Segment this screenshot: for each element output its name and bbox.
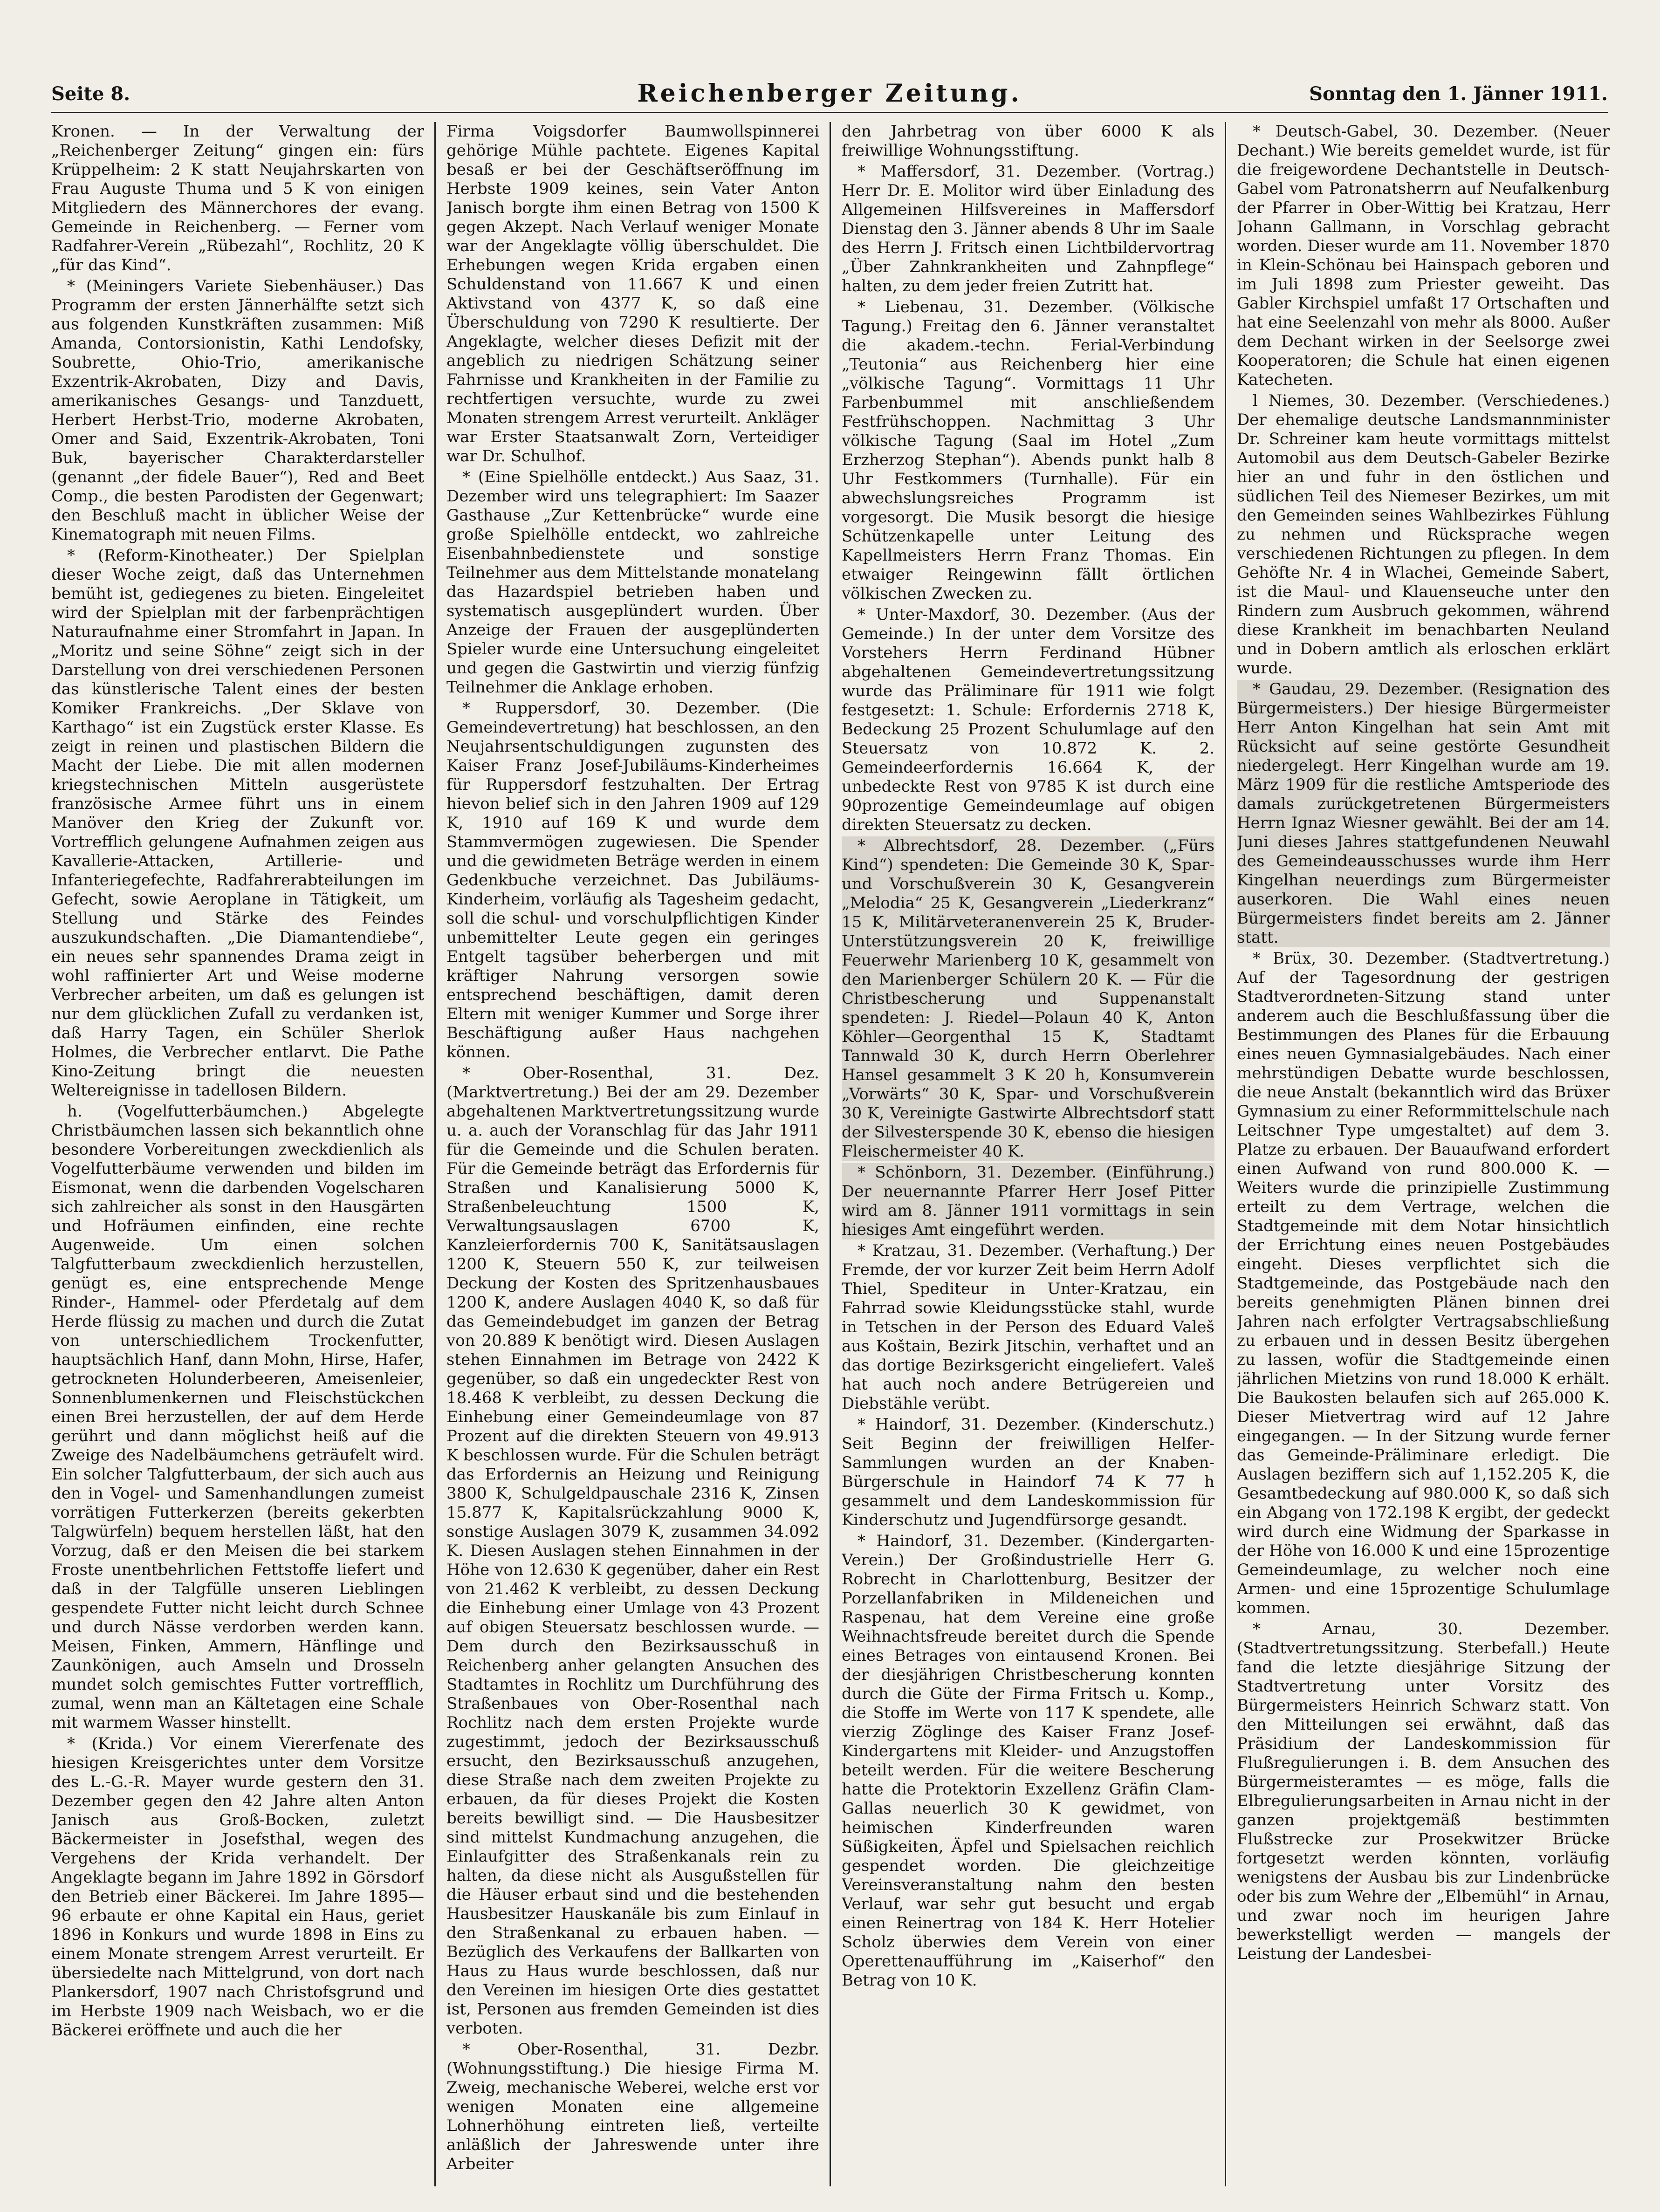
- newspaper-title: Reichenberger Zeitung.: [637, 79, 1022, 108]
- article-paragraph: * (Krida.) Vor einem Viererfenate des hiesigen Kreisgerichtes unter dem Vorsitze des L.-G.-R. Mayer wurde gestern den 31. Dezember gegen den 42 Jahre alten Anton Janisch aus Groß-Bocken, zuletzt Bäckermeister in Josefsthal, wegen des Vergehens der Krida verhandelt. Der Angeklagte begann im Jahre 1892 in Görsdorf den Betrieb einer Bäckerei. Im Jahre 1895—96 erbaute er ohne Kapital ein Haus, geriet 1896 in Konkurs und wurde 1898 in Eins zu einem Monate strengem Arrest verurteilt. Er übersiedelte nach Mittelgrund, von dort nach Plankersdorf, 1907 nach Christofsgrund und im Herbste 1909 nach Weisbach, wo er die Bäckerei eröffnete und auch die her: [51, 1734, 424, 2040]
- article-paragraph: * Unter-Maxdorf, 30. Dezember. (Aus der Gemeinde.) In der unter dem Vorsitze des Vorstehers Herrn Ferdinand Hübner abgehaltenen Gemeindevertretungssitzung wurde das Präliminare für 1911 wie folgt festgesetzt: 1. Schule: Erfordernis 2718 K, Bedeckung 25 Prozent Schulumlage auf den Steuersatz von 10.872 K. 2. Gemeindeerfordernis 16.664 K, der unbedeckte Rest von 9785 K ist durch eine 90prozentige Gemeindeumlage auf obigen direkten Steuersatz zu decken.: [842, 605, 1214, 834]
- article-paragraph: * Ober-Rosenthal, 31. Dezbr. (Wohnungsstiftung.) Die hiesige Firma M. Zweig, mechanische Weberei, welche erst vor wenigen Monaten eine allgemeine Lohnerhöhung eintreten ließ, verteilte anläßlich der Jahreswende unter ihre Arbeiter: [446, 2040, 819, 2173]
- article-paragraph: * Ruppersdorf, 30. Dezember. (Die Gemeindevertretung) hat beschlossen, an den Neujahrsentschuldigungen zugunsten des Kaiser Franz Josef-Jubiläums-Kinderheimes für Ruppersdorf festzuhalten. Der Ertrag hievon belief sich in den Jahren 1909 auf 129 K, 1910 auf 169 K und wurde dem Stammvermögen zugewiesen. Die Spender und die gewidmeten Beträge werden in einem Gedenkbuche verzeichnet. Das Jubiläums-Kinderheim, vorläufig als Tagesheim gedacht, soll die schul- und vorschulpflichtigen Kinder unbemittelter Leute gegen ein geringes Entgelt tagsüber beherbergen und mit kräftiger Nahrung versorgen sowie entsprechend beschäftigen, damit deren Eltern mit weniger Kummer und Sorge ihrer Beschäftigung außer Haus nachgehen können.: [446, 699, 819, 1061]
- article-columns: [51, 122, 1608, 2186]
- article-paragraph: * Haindorf, 31. Dezember. (Kindergarten-Verein.) Der Großindustrielle Herr G. Robrecht in Charlottenburg, Besitzer der Porzellanfabriken in Mildeneichen und Raspenau, hat dem Vereine eine große Weihnachtsfreude bereitet durch die Spende eines Betrages von eintausend Kronen. Bei der diesjährigen Christbescherung konnten durch die Güte der Firma Fritsch u. Komp., die Stoffe im Werte von 117 K spendete, alle vierzig Zöglinge des Kaiser Franz Josef-Kindergartens mit Kleider- und Anzugstoffen beteilt werden. Für die weitere Bescherung hatte die Protektorin Exzellenz Gräfin Clam-Gallas neuerlich 30 K gewidmet, von heimischen Kinderfreunden waren Süßigkeiten, Äpfel und Spielsachen reichlich gespendet worden. Die gleichzeitige Vereinsveranstaltung nahm den besten Verlauf, war sehr gut besucht und ergab einen Reinertrag von 184 K. Herr Hotelier Scholz überwies dem Verein von einer Operettenaufführung im „Kaiserhof“ den Betrag von 10 K.: [842, 1532, 1214, 1990]
- article-paragraph: * Albrechtsdorf, 28. Dezember. („Fürs Kind“) spendeten: Die Gemeinde 30 K, Spar- und Vorschußverein 30 K, Gesangverein „Melodia“ 25 K, Gesangverein „Liederkranz“ 15 K, Militärveteranenverein 25 K, Bruder-Unterstützungsverein 20 K, freiwillige Feuerwehr Marienberg 10 K, gesammelt von den Marienberger Schülern 20 K. — Für die Christbescherung und Suppenanstalt spendeten: J. Riedel—Polaun 40 K, Anton Köhler—Georgenthal 15 K, Stadtamt Tannwald 30 K, durch Herrn Oberlehrer Hansel gesammelt 3 K 20 h, Konsumverein „Vorwärts“ 30 K, Spar- und Vorschußverein 30 K, Vereinigte Gastwirte Albrechtsdorf statt der Silvesterspende 30 K, ebenso die hiesigen Fleischermeister 40 K.: [842, 836, 1214, 1161]
- article-paragraph: * Ober-Rosenthal, 31. Dez. (Marktvertretung.) Bei der am 29. Dezember abgehaltenen Marktvertretungssitzung wurde u. a. auch der Voranschlag für das Jahr 1911 für die Gemeinde und die Schulen beraten. Für die Gemeinde beträgt das Erfordernis für Straßen und Kanalisierung 5000 K, Straßenbeleuchtung 1500 K, Verwaltungsauslagen 6700 K, Kanzleierfordernis 700 K, Sanitätsauslagen 1200 K, Steuern 550 K, zur teilweisen Deckung der Kosten des Spritzenhausbaues 1200 K, andere Auslagen 4040 K, so daß für das Gemeindebudget im ganzen der Betrag von 20.889 K benötigt wird. Diesen Auslagen stehen Einnahmen im Betrage von 2422 K gegenüber, so daß ein ungedeckter Rest von 18.468 K verbleibt, zu dessen Deckung die Einhebung einer Gemeindeumlage von 87 Prozent auf die direkten Steuern von 49.913 K beschlossen wurde. Für die Schulen beträgt das Erfordernis an Heizung und Reinigung 3800 K, Schulgeldpauschale 2316 K, Zinsen 15.877 K, Kapitalsrückzahlung 9000 K, sonstige Auslagen 3079 K, zusammen 34.092 K. Diesen Auslagen stehen Einnahmen in der Höhe von 12.630 K gegenüber, daher ein Rest von 21.462 K verbleibt, zu dessen Deckung die Einhebung einer Umlage von 43 Prozent auf obigen Steuersatz beschlossen wurde. — Dem durch den Bezirksausschuß in Reichenberg anher gelangten Ansuchen des Stadtamtes in Rochlitz um Durchführung des Straßenbaues von Ober-Rosenthal nach Rochlitz nach dem ersten Projekte wurde zugestimmt, jedoch der Bezirksausschuß ersucht, den Bezirksausschuß anzugehen, diese Straße nach dem zweiten Projekte zu erbauen, da für dieses Projekt die Kosten bereits bewilligt sind. — Die Hausbesitzer sind mittelst Kundmachung anzugehen, die Einlaufgitter des Straßenkanals rein zu halten, da diese nicht als Ausgußstellen für die Häuser erbaut sind und die bestehenden Hausbesitzer Hauskanäle bis zum Einlauf in den Straßenkanal zu erbauen haben. — Bezüglich des Verkaufens der Ballkarten von Haus zu Haus wurde beschlossen, daß nur den Vereinen im hiesigen Orte dies gestattet ist, Personen aus fremden Gemeinden ist dies verboten.: [446, 1064, 819, 2038]
- article-paragraph: * Liebenau, 31. Dezember. (Völkische Tagung.) Freitag den 6. Jänner veranstaltet die akadem.-techn. Ferial-Verbindung „Teutonia“ aus Reichenberg hier eine „völkische Tagung“. Vormittags 11 Uhr Farbenbummel mit anschließendem Festfrühschoppen. Nachmittag 3 Uhr völkische Tagung (Saal im Hotel „Zum Erzherzog Stephan“). Abends punkt halb 8 Uhr Festkommers (Turnhalle). Für ein abwechslungsreiches Programm ist vorgesorgt. Die Musik besorgt die hiesige Schützenkapelle unter Leitung des Kapellmeisters Herrn Franz Thomas. Ein etwaiger Reingewinn fällt örtlichen völkischen Zwecken zu.: [842, 298, 1214, 603]
- column-divider: [1225, 122, 1226, 2186]
- article-paragraph: * Arnau, 30. Dezember. (Stadtvertretungssitzung. Sterbefall.) Heute fand die letzte diesjährige Sitzung der Stadtvertretung unter Vorsitz des Bürgermeisters Heinrich Schwarz statt. Von den Mitteilungen sei erwähnt, daß das Präsidium der Landeskommission für Flußregulierungen i. B. dem Ansuchen des Bürgermeisteramtes — es möge, falls die Elbregulierungsarbeiten in Arnau nicht in der ganzen projektgemäß bestimmten Flußstrecke zur Prosekwitzer Brücke fortgesetzt werden könnten, vorläufig wenigstens der Ausbau bis zur Lindenbrücke oder bis zum Wehre der „Elbemühl“ in Arnau, und zwar noch im heurigen Jahre bewerkstelligt werden — mangels der Leistung der Landesbei-: [1237, 1620, 1610, 1963]
- issue-date: Sonntag den 1. Jänner 1911.: [1309, 83, 1608, 105]
- page-number: Seite 8.: [51, 83, 130, 105]
- article-paragraph: * Schönborn, 31. Dezember. (Einführung.) Der neuernannte Pfarrer Herr Josef Pitter wird am 8. Jänner 1911 vormittags in sein hiesiges Amt eingeführt werden.: [842, 1163, 1214, 1239]
- article-paragraph: * Gaudau, 29. Dezember. (Resignation des Bürgermeisters.) Der hiesige Bürgermeister Herr Anton Kingelhan hat sein Amt mit Rücksicht auf seine gestörte Gesundheit niedergelegt. Herr Kingelhan wurde am 19. März 1909 für die restliche Amtsperiode des damals zurückgetretenen Bürgermeisters Herrn Ignaz Wiesner gewählt. Bei der am 14. Juni dieses Jahres stattgefundenen Neuwahl des Gemeindeausschusses wurde ihm Herr Kingelhan neuerdings zum Bürgermeister auserkoren. Die Wahl eines neuen Bürgermeisters findet bereits am 2. Jänner statt.: [1237, 680, 1610, 947]
- article-paragraph: l Niemes, 30. Dezember. (Verschiedenes.) Der ehemalige deutsche Landsmannminister Dr. Schreiner kam heute vormittags mittelst Automobil aus dem Deutsch-Gabeler Bezirke hier an und fuhr in den östlichen und südlichen Teil des Niemeser Bezirkes, um mit den Gemeinden seines Wahlbezirkes Fühlung zu nehmen und Rücksprache wegen verschiedenen Richtungen zu pflegen. In dem Gehöfte Nr. 4 in Wlachei, Gemeinde Sabert, ist die Maul- und Klauenseuche unter den Rindern zum Ausbruch gekommen, während diese Krankheit im benachbarten Neuland und in Dobern amtlich als erloschen erklärt wurde.: [1237, 391, 1610, 678]
- article-paragraph: * (Eine Spielhölle entdeckt.) Aus Saaz, 31. Dezember wird uns telegraphiert: Im Saazer Gasthause „Zur Kettenbrücke“ wurde eine große Spielhölle entdeckt, wo zahlreiche Eisenbahnbedienstete und sonstige Teilnehmer aus dem Mittelstande monatelang das Hazardspiel betrieben haben und systematisch ausgeplündert wurden. Über Anzeige der Frauen der ausgeplünderten Spieler wurde eine Untersuchung eingeleitet und gegen die Gastwirtin und vierzig fünfzig Teilnehmer die Anklage erhoben.: [446, 468, 819, 697]
- article-paragraph: * Deutsch-Gabel, 30. Dezember. (Neuer Dechant.) Wie bereits gemeldet wurde, ist für die freigewordene Dechantstelle in Deutsch-Gabel vom Patronatsherrn auf Neufalkenburg der Pfarrer in Ober-Wittig bei Kratzau, Herr Johann Gallmann, in Vorschlag gebracht worden. Dieser wurde am 11. November 1870 in Klein-Schönau bei Hainspach geboren und im Juli 1898 zum Priester geweiht. Das Gabler Kirchspiel umfaßt 17 Ortschaften und hat eine Seelenzahl von mehr als 8000. Außer dem Dechant wirken in der Seelsorge zwei Kooperatoren; die Schule hat einen eigenen Katecheten.: [1237, 122, 1610, 389]
- article-paragraph: * Brüx, 30. Dezember. (Stadtvertretung.) Auf der Tagesordnung der gestrigen Stadtverordneten-Sitzung stand unter anderem auch die Beschlußfassung über die Bestimmungen des Planes für die Erbauung eines neuen Gymnasialgebäudes. Nach einer mehrstündigen Debatte wurde beschlossen, die neue Anstalt (bekanntlich wird das Brüxer Gymnasium zu einer Reformmittelschule nach Leitschner Type umgestaltet) auf dem 3. Platze zu erbauen. Der Bauaufwand erfordert einen Aufwand von rund 800.000 K. — Weiters wurde die prinzipielle Zustimmung erteilt zu dem Vertrage, welchen die Stadtgemeinde mit dem Notar hinsichtlich der Errichtung eines neuen Postgebäudes eingeht. Dieses verpflichtet sich die Stadtgemeinde, das Postgebäude nach den bereits genehmigten Plänen binnen drei Jahren nach erfolgter Vertragsabschließung zu erbauen und in dessen Besitz übergehen zu lassen, wofür die Stadtgemeinde einen jährlichen Mietzins von rund 18.000 K erhält. Die Baukosten belaufen sich auf 265.000 K. Dieser Mietvertrag wird auf 12 Jahre eingegangen. — In der Sitzung wurde ferner das Gemeinde-Präliminare erledigt. Die Auslagen beziffern sich auf 1,152.205 K, die Gesamtbedeckung auf 980.000 K, so daß sich ein Abgang von 172.198 K ergibt, der gedeckt wird durch eine Widmung der Sparkasse in der Höhe von 16.000 K und eine 15prozentige Gemeindeumlage, zu welcher noch eine Armen- und eine 15prozentige Schulumlage kommen.: [1237, 949, 1610, 1617]
- article-paragraph: * (Reform-Kinotheater.) Der Spielplan dieser Woche zeigt, daß das Unternehmen bemüht ist, gediegenes zu bieten. Eingeleitet wird der Spielplan mit der farbenprächtigen Naturaufnahme einer Stromfahrt in Japan. In „Moritz und seine Söhne“ zeigt sich in der Darstellung von drei verschiedenen Personen das künstlerische Talent eines der besten Komiker Frankreichs. „Der Sklave von Karthago“ ist ein Zugstück erster Klasse. Es zeigt in reinen und plastischen Bildern die Macht der Liebe. Die mit allen modernen kriegstechnischen Mitteln ausgerüstete französische Armee führt uns in einem Manöver den Krieg der Zukunft vor. Vortrefflich gelungene Aufnahmen zeigen aus Kavallerie-Attacken, Artillerie- und Infanteriegefechte, Radfahrerabteilungen im Gefecht, sowie Aeroplane in Tätigkeit, um Stellung und Stärke des Feindes auszukundschaften. „Die Diamantendiebe“, ein neues sehr spannendes Drama zeigt in wohl raffinierter Art und Weise moderne Verbrecher arbeiten, um daß es gelungen ist nur dem glücklichen Zufall zu verdanken ist, daß Harry Tagen, ein Schüler Sherlok Holmes, die Verbrecher entlarvt. Die Pathe Kino-Zeitung bringt die neuesten Weltereignisse in tadellosen Bildern.: [51, 546, 424, 1100]
- article-paragraph: * Maffersdorf, 31. Dezember. (Vortrag.) Herr Dr. E. Molitor wird über Einladung des Allgemeinen Hilfsvereines in Maffersdorf Dienstag den 3. Jänner abends 8 Uhr im Saale des Herrn J. Fritsch einen Lichtbildervortrag „Über Zahnkrankheiten und Zahnpflege“ halten, zu dem jeder freien Zutritt hat.: [842, 162, 1214, 295]
- column-divider: [434, 122, 436, 2186]
- column-2: [446, 122, 819, 2186]
- page-header: [51, 79, 1608, 113]
- article-paragraph: Firma Voigsdorfer Baumwollspinnerei gehörige Mühle pachtete. Eigenes Kapital besaß er bei der Geschäftseröffnung im Herbste 1909 keines, sein Vater Anton Janisch borgte ihm einen Betrag von 1500 K gegen Akzept. Nach Verlauf weniger Monate war der Angeklagte völlig überschuldet. Die Erhebungen wegen Krida ergaben einen Schuldenstand von 11.667 K und einen Aktivstand von 4377 K, so daß eine Überschuldung von 7290 K resultierte. Der Angeklagte, welcher dieses Defizit mit der angeblich zu niedrigen Schätzung seiner Fahrnisse und Krankheiten in der Familie zu rechtfertigen versuchte, wurde zu zwei Monaten strengem Arrest verurteilt. Ankläger war Erster Staatsanwalt Zorn, Verteidiger war Dr. Schulhof.: [446, 122, 819, 466]
- column-divider: [830, 122, 831, 2186]
- article-paragraph: h. (Vogelfutterbäumchen.) Abgelegte Christbäumchen lassen sich bekanntlich ohne besondere Vorbereitungen zweckdienlich als Vogelfutterbäume verwenden und bilden im Eismonat, wenn die darbenden Vogelscharen sich zahlreicher als sonst in den Hausgärten und Hofräumen einfinden, eine rechte Augenweide. Um einen solchen Talgfutterbaum zweckdienlich herzustellen, genügt es, eine entsprechende Menge Rinder-, Hammel- oder Pferdetalg auf dem Herde flüssig zu machen und durch die Zutat von unterschiedlichem Trockenfutter, hauptsächlich Hanf, dann Mohn, Hirse, Hafer, getrockneten Holunderbeeren, Ameisenleier, Sonnenblumenkernen und Fleischstückchen einen Brei herzustellen, der auf dem Herde gerührt und dann möglichst heiß auf die Zweige des Nadelbäumchens geträufelt wird. Ein solcher Talgfutterbaum, der sich auch aus den in Vogel- und Samenhandlungen zumeist vorrätigen Futterkerzen (bereits gekerbten Talgwürfeln) bequem herstellen läßt, hat den Vorzug, daß er den Meisen die bei starkem Froste unentbehrlichen Fettstoffe liefert und daß in der Talgfülle unseren Lieblingen gespendete Futter nicht leicht durch Schnee und durch Nässe verdorben werden kann. Meisen, Finken, Ammern, Hänflinge und Zaunkönigen, auch Amseln und Drosseln mundet solch gemischtes Futter vortrefflich, zumal, wenn man an Kältetagen eine Schale mit warmem Wasser hinstellt.: [51, 1102, 424, 1732]
- article-paragraph: den Jahrbetrag von über 6000 K als freiwillige Wohnungsstiftung.: [842, 122, 1214, 160]
- article-paragraph: Kronen. — In der Verwaltung der „Reichenberger Zeitung“ gingen ein: fürs Krüppelheim: 2 K statt Neujahrskarten von Frau Auguste Thuma und 5 K von einigen Mitgliedern des Männerchores der evang. Gemeinde in Reichenberg. — Ferner vom Radfahrer-Verein „Rübezahl“, Rochlitz, 20 K „für das Kind“.: [51, 122, 424, 274]
- column-4: [1237, 122, 1610, 2186]
- article-paragraph: * (Meiningers Variete Siebenhäuser.) Das Programm der ersten Jännerhälfte setzt sich aus folgenden Kunstkräften zusammen: Miß Amanda, Contorsionistin, Kathi Lendofsky, Soubrette, Ohio-Trio, amerikanische Exzentrik-Akrobaten, Dizy and Davis, amerikanisches Gesangs- und Tanzduett, Herbert Herbst-Trio, moderne Akrobaten, Omer and Said, Exzentrik-Akrobaten, Toni Buk, bayerischer Charakterdarsteller (genannt „der fidele Bauer“), Red and Beet Comp., die besten Parodisten der Gegenwart; den Beschluß macht in üblicher Weise der Kinematograph mit neuen Films.: [51, 277, 424, 544]
- article-paragraph: * Haindorf, 31. Dezember. (Kinderschutz.) Seit Beginn der freiwilligen Helfer-Sammlungen wurden an der Knaben-Bürgerschule in Haindorf 74 K 77 h gesammelt und dem Landeskommission für Kinderschutz und Jugendfürsorge gesandt.: [842, 1415, 1214, 1529]
- column-1: [51, 122, 424, 2186]
- column-3: [842, 122, 1214, 2186]
- article-paragraph: * Kratzau, 31. Dezember. (Verhaftung.) Der Fremde, der vor kurzer Zeit beim Herrn Adolf Thiel, Spediteur in Unter-Kratzau, ein Fahrrad sowie Kleidungsstücke stahl, wurde in Tetschen in der Person des Eduard Valeš aus Koštain, Bezirk Jitschin, verhaftet und an das dortige Bezirksgericht eingeliefert. Valeš hat auch noch andere Betrügereien und Diebstähle verübt.: [842, 1241, 1214, 1413]
